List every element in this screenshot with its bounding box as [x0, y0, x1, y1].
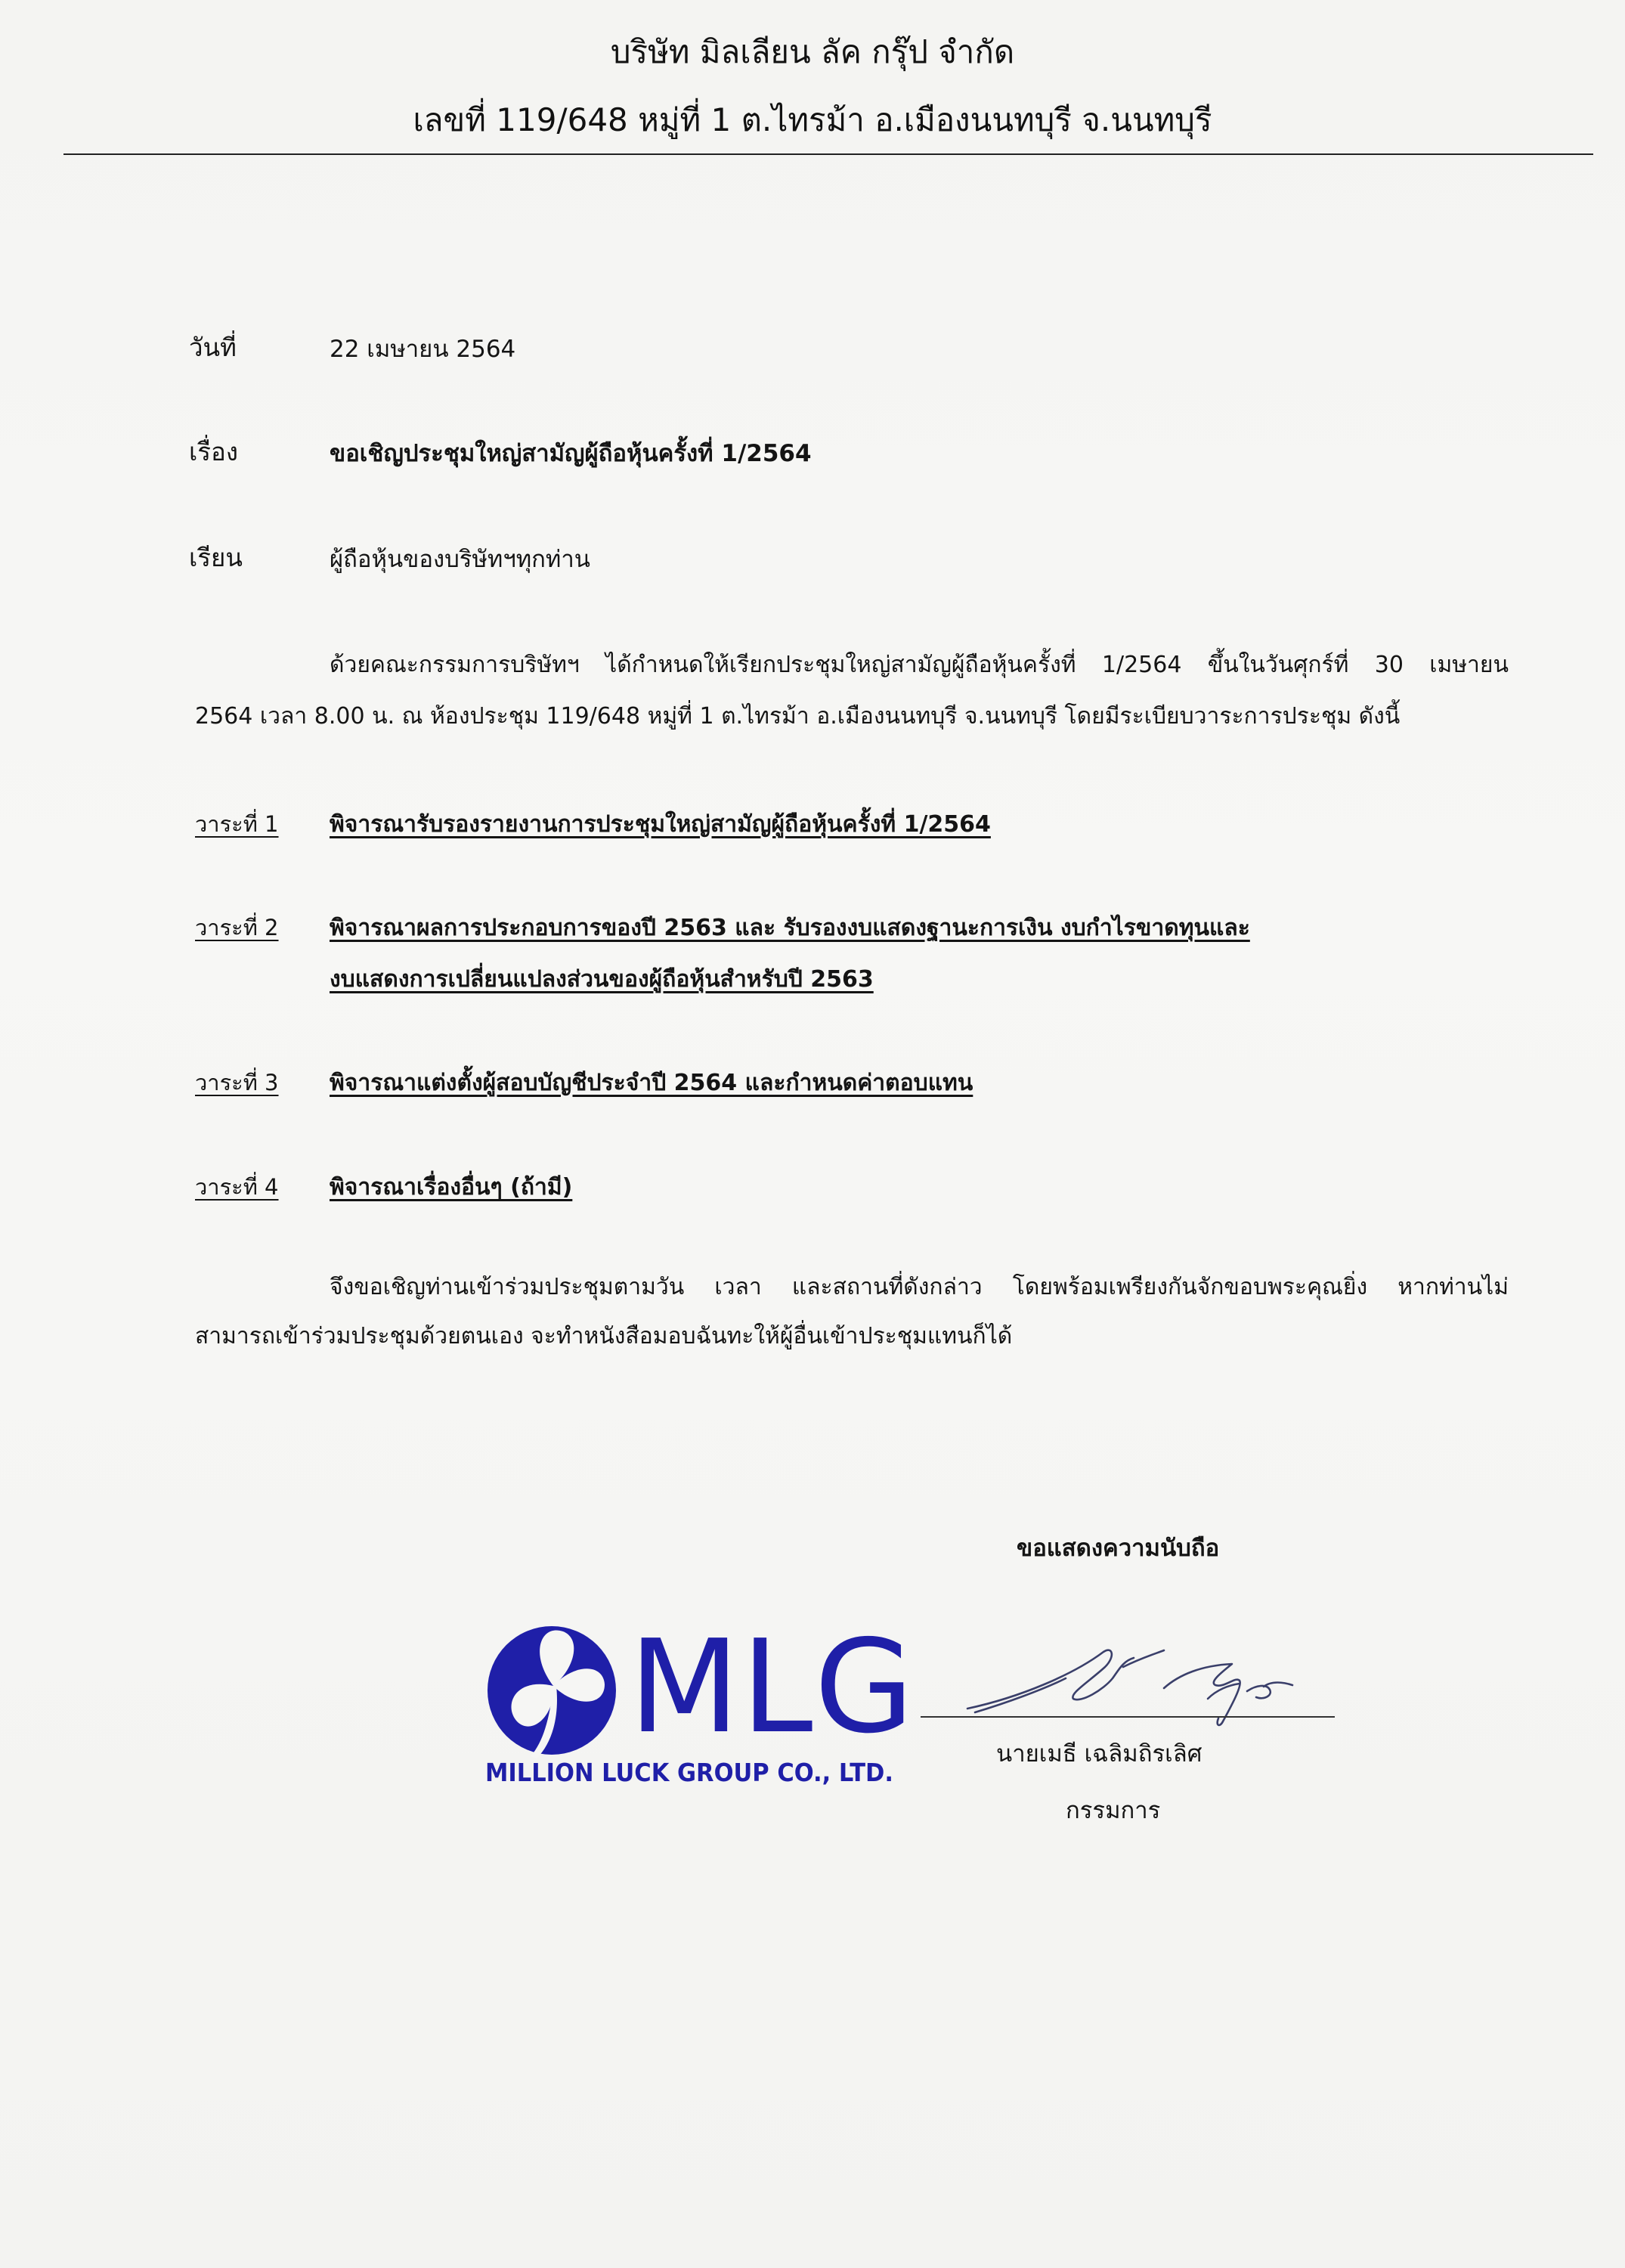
company-logo — [484, 1601, 907, 1790]
agenda-number: วาระที่ 4 — [195, 1174, 279, 1200]
recipient-label: เรียน — [189, 543, 243, 572]
recipient-value: ผู้ถือหุ้นของบริษัทฯทุกท่าน — [330, 546, 590, 573]
logo-company-english: MILLION LUCK GROUP CO., LTD. — [485, 1758, 893, 1787]
intro-paragraph-line-1: ด้วยคณะกรรมการบริษัทฯ ได้กำหนดให้เรียกประชุมใหญ่สามัญผู้ถือหุ้นครั้งที่ 1/2564 ขึ้นในวันศุกร์ที่ 30 เมษายน — [330, 652, 1509, 678]
subject-value: ขอเชิญประชุมใหญ่สามัญผู้ถือหุ้นครั้งที่ 1/2564 — [330, 440, 812, 467]
invitation-paragraph-line-1: จึงขอเชิญท่านเข้าร่วมประชุมตามวัน เวลา และสถานที่ดังกล่าว โดยพร้อมเพรียงกันจักขอบพระคุณยิ่ง หากท่านไม่ — [330, 1274, 1509, 1300]
agenda-number: วาระที่ 2 — [195, 915, 279, 940]
agenda-item-text: พิจารณาผลการประกอบการของปี 2563 และ รับรองงบแสดงฐานะการเงิน งบกำไรขาดทุนและ — [330, 915, 1250, 941]
handwritten-signature — [915, 1637, 1345, 1735]
agenda-item-text-continued: งบแสดงการเปลี่ยนแปลงส่วนของผู้ถือหุ้นสำหรับปี 2563 — [330, 966, 874, 993]
date-label: วันที่ — [189, 333, 237, 362]
signer-name: นายเมธี เฉลิมถิรเลิศ — [996, 1740, 1202, 1768]
signer-title: กรรมการ — [1066, 1797, 1161, 1824]
agenda-number: วาระที่ 1 — [195, 811, 279, 837]
company-name: บริษัท มิลเลียน ลัค กรุ๊ป จำกัด — [610, 33, 1015, 70]
closing-regards: ขอแสดงความนับถือ — [1017, 1535, 1220, 1562]
agenda-item-text: พิจารณารับรองรายงานการประชุมใหญ่สามัญผู้ถือหุ้นครั้งที่ 1/2564 — [330, 811, 991, 838]
subject-label: เรื่อง — [189, 437, 238, 466]
intro-paragraph-line-2: 2564 เวลา 8.00 น. ณ ห้องประชุม 119/648 หมู่ที่ 1 ต.ไทรม้า อ.เมืองนนทบุรี จ.นนทบุรี โดยมีระเบียบวาระการประชุม ดังนี้ — [195, 703, 1401, 730]
clover-icon — [488, 1626, 616, 1758]
agenda-number: วาระที่ 3 — [195, 1070, 279, 1095]
logo-wordmark: MLG — [629, 1613, 907, 1762]
invitation-paragraph-line-2: สามารถเข้าร่วมประชุมด้วยตนเอง จะทำหนังสือมอบฉันทะให้ผู้อื่นเข้าประชุมแทนก็ได้ — [195, 1323, 1013, 1349]
header-divider — [63, 153, 1593, 155]
agenda-item-text: พิจารณาเรื่องอื่นๆ (ถ้ามี) — [330, 1174, 573, 1201]
company-address: เลขที่ 119/648 หมู่ที่ 1 ต.ไทรม้า อ.เมืองนนทบุรี จ.นนทบุรี — [413, 101, 1212, 138]
agenda-item-text: พิจารณาแต่งตั้งผู้สอบบัญชีประจำปี 2564 และกำหนดค่าตอบแทน — [330, 1070, 973, 1096]
signature-line — [921, 1716, 1335, 1718]
date-value: 22 เมษายน 2564 — [330, 336, 516, 363]
